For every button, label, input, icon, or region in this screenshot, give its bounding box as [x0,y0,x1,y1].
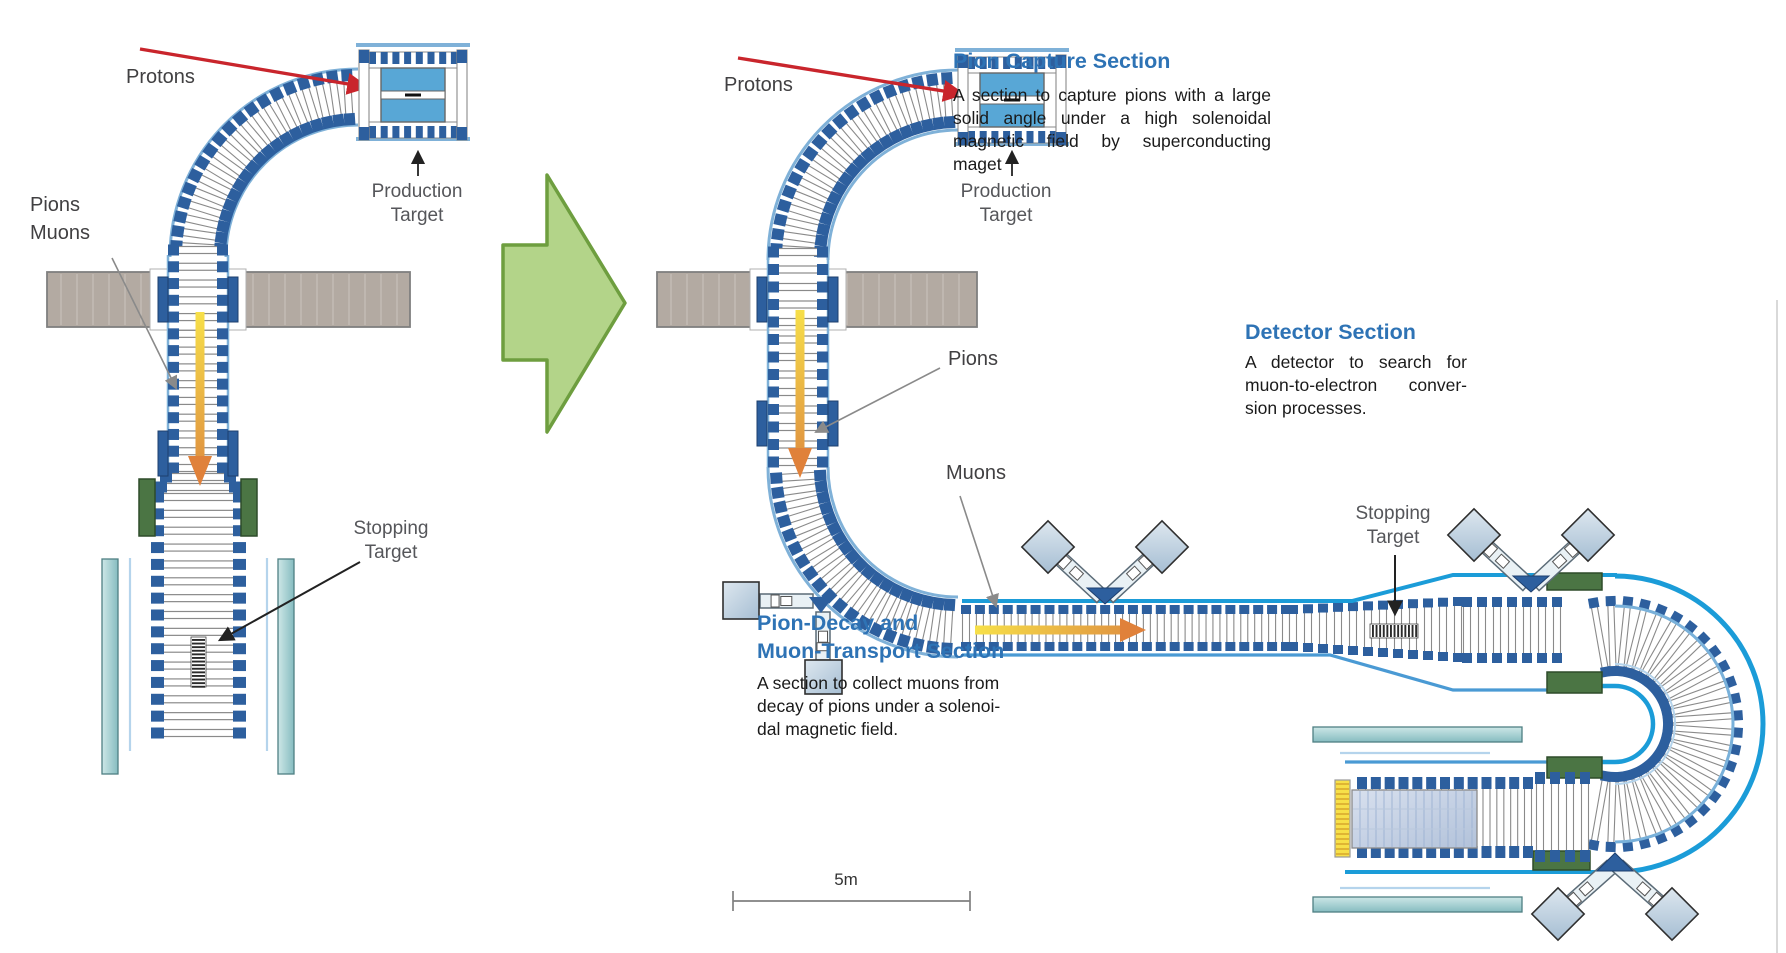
after-detector-volume [1352,790,1477,848]
before-detector-coils [151,492,246,739]
detector-section-title: Detector Section [1245,320,1416,344]
scale-bar-label: 5m [834,870,858,889]
after-muons-label: Muons [946,462,1007,484]
after-detector-bend-coils [1588,596,1743,852]
before-protons-label: Protons [126,66,195,88]
right-block-arrow-icon [503,175,625,432]
after-calorimeter-bar [1335,780,1350,857]
production-target-assembly [356,45,470,140]
after-production-target-label: Production Target [960,181,1052,226]
after-beam-monitor-1 [1022,521,1188,604]
muon-transport-section-description: A section to collect muons from decay of pions under a solenoi- dal magnetic field. [757,673,1001,739]
after-stopping-target-label: Stopping Target [1355,503,1431,548]
pion-capture-section-description: A section to capture pions with a large solid angle under a high solenoidal magnetic field by superconducting maget [953,85,1271,174]
scale-bar [733,891,970,911]
detector-section-description: A detector to search for muon-to-electron conver- sion processes. [1245,352,1467,418]
transition-block-arrow [503,175,625,432]
after-capture-solenoid-coils [770,72,955,257]
after-diagram [657,50,1777,953]
before-stopping-target-label: Stopping Target [353,518,429,563]
before-muons-label: Muons [30,222,91,244]
pion-capture-section-title: Pion Capture Section [953,49,1171,73]
after-stopping-target [1370,624,1418,638]
before-pions-label: Pions [30,194,81,216]
before-stopping-target [191,637,206,688]
before-diagram [47,45,470,774]
after-protons-label: Protons [724,74,793,96]
after-flare-coils [1288,597,1562,663]
before-capture-solenoid-coils [170,69,355,254]
before-production-target-label: Production Target [371,181,463,226]
after-pions-label: Pions [948,348,999,370]
muon-transport-section-title: Pion-Decay and Muon-Transport Section [757,611,1005,663]
